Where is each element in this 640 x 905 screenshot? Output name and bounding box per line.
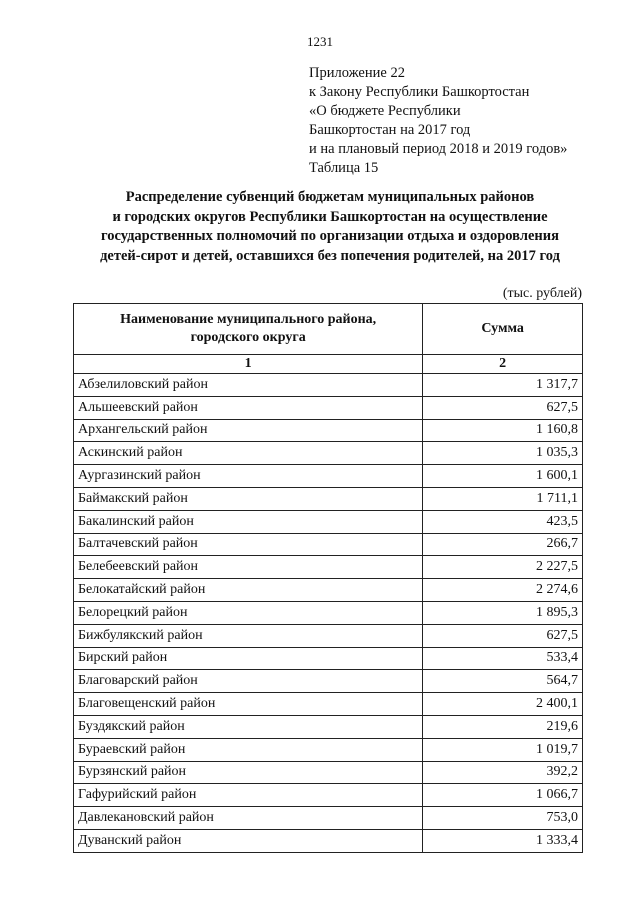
district-name: Бакалинский район xyxy=(74,510,423,533)
subsidy-amount: 627,5 xyxy=(423,624,583,647)
table-row xyxy=(74,396,583,419)
table-row xyxy=(74,533,583,556)
table-row xyxy=(74,465,583,488)
table-number: Таблица 15 xyxy=(309,160,379,176)
district-name: Бижбулякский район xyxy=(74,624,423,647)
table-row xyxy=(74,374,583,397)
subsidy-amount: 1 035,3 xyxy=(423,442,583,465)
table-row xyxy=(74,601,583,624)
subsidy-amount: 2 227,5 xyxy=(423,556,583,579)
title-line: Распределение субвенций бюджетам муниципальных районов xyxy=(125,189,535,205)
subsidy-amount: 753,0 xyxy=(423,807,583,830)
district-name: Бурзянский район xyxy=(74,761,423,784)
title-line: государственных полномочий по организации отдыха и оздоровления xyxy=(101,228,559,244)
column-number-row xyxy=(74,355,583,374)
district-name: Бирский район xyxy=(74,647,423,670)
appendix-line: Приложение 22 xyxy=(309,65,405,81)
subsidy-amount: 266,7 xyxy=(423,533,583,556)
subsidy-table xyxy=(73,303,583,853)
subsidy-amount: 423,5 xyxy=(423,510,583,533)
subsidy-amount: 564,7 xyxy=(423,670,583,693)
table-row xyxy=(74,647,583,670)
subsidy-amount: 2 274,6 xyxy=(423,579,583,602)
subsidy-amount: 392,2 xyxy=(423,761,583,784)
subsidy-amount: 219,6 xyxy=(423,715,583,738)
appendix-block xyxy=(309,64,567,178)
column-header-name xyxy=(74,304,423,355)
table-row xyxy=(74,807,583,830)
district-name: Белебеевский район xyxy=(74,556,423,579)
district-name: Гафурийский район xyxy=(74,784,423,807)
subsidy-amount: 627,5 xyxy=(423,396,583,419)
table-row xyxy=(74,761,583,784)
district-name: Благоварский район xyxy=(74,670,423,693)
district-name: Буздякский район xyxy=(74,715,423,738)
subsidy-amount: 1 066,7 xyxy=(423,784,583,807)
appendix-line: к Закону Республики Башкортостан xyxy=(309,84,530,100)
district-name: Балтачевский район xyxy=(74,533,423,556)
subsidy-amount: 1 711,1 xyxy=(423,487,583,510)
subsidy-amount: 1 160,8 xyxy=(423,419,583,442)
district-name: Аскинский район xyxy=(74,442,423,465)
subsidy-amount: 1 333,4 xyxy=(423,829,583,852)
title-line: и городских округов Республики Башкортостан на осуществление xyxy=(112,208,548,225)
district-name: Абзелиловский район xyxy=(74,374,423,397)
subsidy-amount: 533,4 xyxy=(423,647,583,670)
column-header-sum: Сумма xyxy=(423,304,583,355)
document-title xyxy=(40,188,620,266)
district-name: Давлекановский район xyxy=(74,807,423,830)
appendix-line: «О бюджете Республики xyxy=(309,103,461,119)
appendix-line: и на плановый период 2018 и 2019 годов» xyxy=(309,141,568,157)
appendix-line: Башкортостан на 2017 год xyxy=(309,122,471,138)
page-number: 1231 xyxy=(307,34,333,49)
subsidy-amount: 1 895,3 xyxy=(423,601,583,624)
units-label: (тыс. рублей) xyxy=(502,286,582,301)
table-row xyxy=(74,670,583,693)
title-line: детей-сирот и детей, оставшихся без попечения родителей, на 2017 год xyxy=(100,247,560,264)
table-row xyxy=(74,510,583,533)
table-header-row xyxy=(74,304,583,355)
table-row xyxy=(74,487,583,510)
table-row xyxy=(74,829,583,852)
column-header-name-line2: городского округа xyxy=(190,330,306,345)
table-row xyxy=(74,419,583,442)
district-name: Благовещенский район xyxy=(74,693,423,716)
district-name: Аургазинский район xyxy=(74,465,423,488)
district-name: Белокатайский район xyxy=(74,579,423,602)
column-number: 2 xyxy=(423,355,583,374)
table-row xyxy=(74,738,583,761)
subsidy-amount: 1 317,7 xyxy=(423,374,583,397)
district-name: Альшеевский район xyxy=(74,396,423,419)
subsidy-amount: 1 019,7 xyxy=(423,738,583,761)
district-name: Белорецкий район xyxy=(74,601,423,624)
subsidy-amount: 2 400,1 xyxy=(423,693,583,716)
column-number: 1 xyxy=(74,355,423,374)
table-row xyxy=(74,579,583,602)
table-row xyxy=(74,715,583,738)
table-row xyxy=(74,693,583,716)
district-name: Архангельский район xyxy=(74,419,423,442)
district-name: Дуванский район xyxy=(74,829,423,852)
subsidy-amount: 1 600,1 xyxy=(423,465,583,488)
table-row xyxy=(74,442,583,465)
district-name: Бураевский район xyxy=(74,738,423,761)
column-header-name-line1: Наименование муниципального района, xyxy=(120,312,377,327)
table-row xyxy=(74,624,583,647)
district-name: Баймакский район xyxy=(74,487,423,510)
table-row xyxy=(74,556,583,579)
table-body xyxy=(74,374,583,853)
table-row xyxy=(74,784,583,807)
